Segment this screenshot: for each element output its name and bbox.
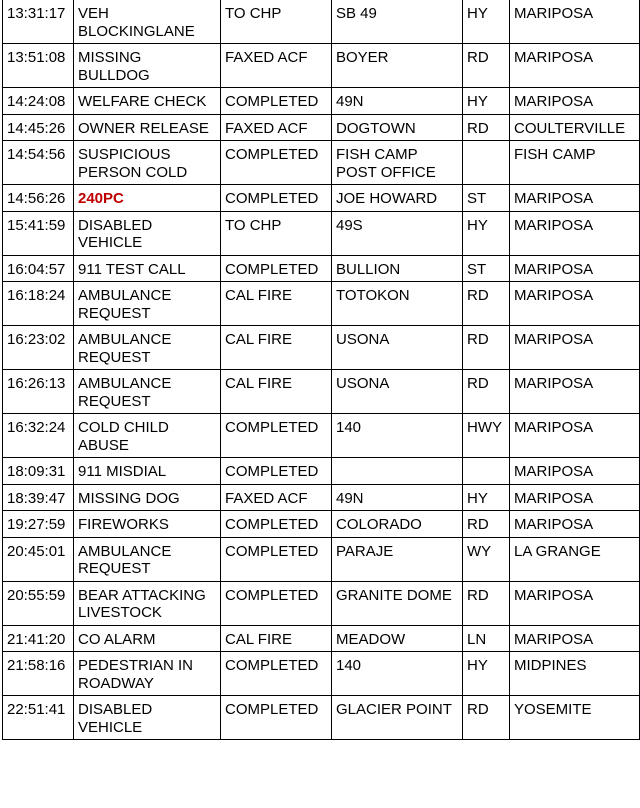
disposition-text: COMPLETED bbox=[225, 516, 319, 533]
call-type-cell bbox=[74, 255, 221, 282]
call-type-cell bbox=[74, 44, 221, 88]
time-cell bbox=[3, 282, 74, 326]
city-text: MARIPOSA bbox=[514, 216, 594, 234]
time-text: 15:41:59 bbox=[7, 216, 66, 234]
street-suffix-text: ST bbox=[467, 260, 487, 278]
disposition-text: COMPLETED bbox=[225, 463, 319, 480]
street-suffix-cell bbox=[463, 414, 510, 458]
street-suffix-cell bbox=[463, 625, 510, 652]
call-type-text: BEAR ATTACKING LIVESTOCK bbox=[78, 586, 206, 621]
city-cell bbox=[510, 185, 640, 212]
city-cell bbox=[510, 652, 640, 696]
table-row bbox=[3, 282, 640, 326]
street-text: BOYER bbox=[336, 49, 389, 66]
street-cell bbox=[332, 537, 463, 581]
street-cell bbox=[332, 185, 463, 212]
table-row bbox=[3, 88, 640, 115]
call-type-cell bbox=[74, 88, 221, 115]
table-row bbox=[3, 511, 640, 538]
city-text: MIDPINES bbox=[514, 657, 587, 674]
street-text: GLACIER POINT bbox=[336, 701, 452, 718]
time-text: 18:39:47 bbox=[7, 489, 66, 507]
street-cell bbox=[332, 370, 463, 414]
time-cell bbox=[3, 44, 74, 88]
street-cell bbox=[332, 141, 463, 185]
time-text: 16:04:57 bbox=[7, 260, 66, 278]
city-text: MARIPOSA bbox=[514, 516, 594, 533]
time-text: 16:23:02 bbox=[7, 331, 66, 348]
time-text: 21:58:16 bbox=[7, 657, 66, 674]
street-cell bbox=[332, 211, 463, 255]
city-text: YOSEMITE bbox=[514, 701, 592, 718]
city-text: MARIPOSA bbox=[514, 49, 594, 66]
time-cell bbox=[3, 0, 74, 44]
time-text: 21:41:20 bbox=[7, 630, 66, 648]
city-cell bbox=[510, 88, 640, 115]
city-text: MARIPOSA bbox=[514, 190, 594, 207]
street-suffix-text: HY bbox=[467, 5, 488, 22]
time-cell bbox=[3, 581, 74, 625]
call-type-text: FIREWORKS bbox=[78, 516, 169, 533]
street-text: GRANITE DOME bbox=[336, 586, 452, 604]
city-text: MARIPOSA bbox=[514, 419, 594, 436]
call-type-cell bbox=[74, 511, 221, 538]
street-text: 140 bbox=[336, 419, 362, 436]
time-text: 16:26:13 bbox=[7, 375, 66, 392]
street-suffix-text: RD bbox=[467, 119, 489, 137]
city-cell bbox=[510, 414, 640, 458]
city-text: MARIPOSA bbox=[514, 489, 594, 507]
city-cell bbox=[510, 141, 640, 185]
street-cell bbox=[332, 484, 463, 511]
table-row bbox=[3, 114, 640, 141]
call-type-text: AMBULANCE REQUEST bbox=[78, 287, 172, 322]
city-text: MARIPOSA bbox=[514, 630, 594, 648]
disposition-text: COMPLETED bbox=[225, 419, 319, 436]
time-cell bbox=[3, 414, 74, 458]
disposition-text: CAL FIRE bbox=[225, 630, 292, 648]
street-suffix-text: RD bbox=[467, 586, 489, 604]
disposition-cell bbox=[221, 0, 332, 44]
street-suffix-text: ST bbox=[467, 190, 487, 207]
street-suffix-cell bbox=[463, 282, 510, 326]
call-type-text: AMBULANCE REQUEST bbox=[78, 542, 172, 577]
time-cell bbox=[3, 370, 74, 414]
call-type-text: 911 MISDIAL bbox=[78, 463, 167, 480]
city-text: FISH CAMP bbox=[514, 146, 596, 163]
time-cell bbox=[3, 211, 74, 255]
time-cell bbox=[3, 652, 74, 696]
table-row bbox=[3, 370, 640, 414]
disposition-text: COMPLETED bbox=[225, 93, 319, 110]
time-cell bbox=[3, 88, 74, 115]
street-suffix-cell bbox=[463, 652, 510, 696]
disposition-cell bbox=[221, 211, 332, 255]
street-cell bbox=[332, 44, 463, 88]
table-row bbox=[3, 625, 640, 652]
call-type-text: COLD CHILD ABUSE bbox=[78, 419, 169, 454]
street-cell bbox=[332, 652, 463, 696]
street-suffix-cell bbox=[463, 44, 510, 88]
time-cell bbox=[3, 255, 74, 282]
street-suffix-text: RD bbox=[467, 49, 489, 66]
city-cell bbox=[510, 0, 640, 44]
time-text: 14:54:56 bbox=[7, 146, 66, 163]
street-cell bbox=[332, 326, 463, 370]
city-text: MARIPOSA bbox=[514, 93, 594, 110]
city-cell bbox=[510, 625, 640, 652]
street-suffix-text: HY bbox=[467, 93, 488, 110]
table-row bbox=[3, 458, 640, 485]
street-cell bbox=[332, 581, 463, 625]
disposition-cell bbox=[221, 326, 332, 370]
call-type-cell bbox=[74, 282, 221, 326]
call-type-cell bbox=[74, 141, 221, 185]
table-row bbox=[3, 185, 640, 212]
disposition-cell bbox=[221, 581, 332, 625]
disposition-cell bbox=[221, 484, 332, 511]
call-type-cell bbox=[74, 625, 221, 652]
table-row bbox=[3, 652, 640, 696]
disposition-cell bbox=[221, 141, 332, 185]
street-suffix-cell bbox=[463, 458, 510, 485]
disposition-cell bbox=[221, 88, 332, 115]
disposition-text: FAXED ACF bbox=[225, 49, 308, 66]
street-text: DOGTOWN bbox=[336, 119, 416, 137]
call-type-text: 240PC bbox=[78, 190, 124, 207]
time-cell bbox=[3, 114, 74, 141]
call-type-cell bbox=[74, 414, 221, 458]
street-suffix-text: RD bbox=[467, 375, 489, 392]
city-text: MARIPOSA bbox=[514, 331, 594, 348]
call-type-cell bbox=[74, 484, 221, 511]
street-text: 49N bbox=[336, 93, 364, 110]
street-text: 140 bbox=[336, 657, 362, 674]
disposition-text: CAL FIRE bbox=[225, 375, 292, 392]
time-text: 14:24:08 bbox=[7, 93, 66, 110]
city-cell bbox=[510, 511, 640, 538]
street-suffix-text: HWY bbox=[467, 419, 502, 436]
call-type-text: CO ALARM bbox=[78, 630, 156, 648]
street-text: SB 49 bbox=[336, 5, 377, 22]
street-suffix-text: RD bbox=[467, 287, 489, 304]
disposition-cell bbox=[221, 255, 332, 282]
disposition-cell bbox=[221, 537, 332, 581]
street-cell bbox=[332, 282, 463, 326]
street-cell bbox=[332, 511, 463, 538]
street-text: BULLION bbox=[336, 260, 401, 278]
time-cell bbox=[3, 484, 74, 511]
call-type-cell bbox=[74, 652, 221, 696]
table-row bbox=[3, 255, 640, 282]
call-type-cell bbox=[74, 458, 221, 485]
time-text: 20:45:01 bbox=[7, 542, 66, 560]
call-type-cell bbox=[74, 114, 221, 141]
city-cell bbox=[510, 484, 640, 511]
table-row bbox=[3, 0, 640, 44]
city-cell bbox=[510, 211, 640, 255]
call-type-text: AMBULANCE REQUEST bbox=[78, 375, 172, 410]
time-text: 16:18:24 bbox=[7, 287, 66, 304]
call-type-cell bbox=[74, 537, 221, 581]
table-row bbox=[3, 484, 640, 511]
city-text: MARIPOSA bbox=[514, 5, 594, 22]
city-cell bbox=[510, 326, 640, 370]
street-cell bbox=[332, 414, 463, 458]
call-type-text: PEDESTRIAN IN ROADWAY bbox=[78, 657, 194, 692]
street-suffix-text: RD bbox=[467, 516, 489, 533]
street-suffix-cell bbox=[463, 141, 510, 185]
call-log-body bbox=[3, 0, 640, 740]
table-row bbox=[3, 141, 640, 185]
disposition-text: COMPLETED bbox=[225, 701, 319, 718]
time-text: 13:31:17 bbox=[7, 5, 66, 22]
street-suffix-cell bbox=[463, 370, 510, 414]
street-suffix-text: RD bbox=[467, 331, 489, 348]
disposition-text: COMPLETED bbox=[225, 146, 319, 163]
table-row bbox=[3, 537, 640, 581]
call-type-cell bbox=[74, 370, 221, 414]
call-type-text: VEH BLOCKINGLANE bbox=[78, 5, 195, 40]
street-suffix-text: LN bbox=[467, 630, 487, 648]
city-text: MARIPOSA bbox=[514, 463, 594, 480]
street-suffix-cell bbox=[463, 511, 510, 538]
city-text: MARIPOSA bbox=[514, 260, 594, 278]
street-suffix-cell bbox=[463, 326, 510, 370]
street-suffix-cell bbox=[463, 0, 510, 44]
call-type-cell bbox=[74, 696, 221, 740]
disposition-text: COMPLETED bbox=[225, 586, 319, 604]
call-type-text: AMBULANCE REQUEST bbox=[78, 331, 172, 366]
time-text: 13:51:08 bbox=[7, 49, 66, 66]
disposition-text: COMPLETED bbox=[225, 542, 319, 560]
call-type-text: MISSING BULLDOG bbox=[78, 49, 150, 84]
time-cell bbox=[3, 511, 74, 538]
street-text: 49N bbox=[336, 489, 364, 507]
call-type-text: WELFARE CHECK bbox=[78, 93, 207, 110]
street-text: PARAJE bbox=[336, 542, 394, 560]
table-row bbox=[3, 696, 640, 740]
disposition-cell bbox=[221, 414, 332, 458]
call-type-text: DISABLED VEHICLE bbox=[78, 701, 153, 736]
table-row bbox=[3, 414, 640, 458]
disposition-cell bbox=[221, 44, 332, 88]
city-text: LA GRANGE bbox=[514, 542, 601, 560]
street-cell bbox=[332, 114, 463, 141]
street-cell bbox=[332, 458, 463, 485]
table-row bbox=[3, 326, 640, 370]
city-cell bbox=[510, 581, 640, 625]
call-type-text: SUSPICIOUS PERSON COLD bbox=[78, 146, 188, 181]
disposition-text: COMPLETED bbox=[225, 657, 319, 674]
disposition-text: CAL FIRE bbox=[225, 287, 292, 304]
disposition-cell bbox=[221, 282, 332, 326]
city-cell bbox=[510, 114, 640, 141]
table-row bbox=[3, 44, 640, 88]
disposition-text: TO CHP bbox=[225, 5, 282, 22]
call-type-text: DISABLED VEHICLE bbox=[78, 216, 153, 251]
city-cell bbox=[510, 44, 640, 88]
disposition-text: TO CHP bbox=[225, 216, 282, 234]
disposition-cell bbox=[221, 185, 332, 212]
street-cell bbox=[332, 0, 463, 44]
street-suffix-cell bbox=[463, 537, 510, 581]
time-cell bbox=[3, 537, 74, 581]
city-cell bbox=[510, 255, 640, 282]
disposition-text: COMPLETED bbox=[225, 260, 319, 278]
street-cell bbox=[332, 88, 463, 115]
call-type-text: MISSING DOG bbox=[78, 489, 180, 507]
street-suffix-cell bbox=[463, 114, 510, 141]
disposition-cell bbox=[221, 652, 332, 696]
disposition-text: COMPLETED bbox=[225, 190, 319, 207]
disposition-text: FAXED ACF bbox=[225, 489, 308, 507]
street-suffix-cell bbox=[463, 255, 510, 282]
street-text: USONA bbox=[336, 375, 390, 392]
time-cell bbox=[3, 696, 74, 740]
time-cell bbox=[3, 185, 74, 212]
call-type-cell bbox=[74, 211, 221, 255]
call-type-cell bbox=[74, 0, 221, 44]
street-text: 49S bbox=[336, 216, 363, 234]
time-text: 16:32:24 bbox=[7, 419, 66, 436]
time-cell bbox=[3, 326, 74, 370]
street-suffix-text: RD bbox=[467, 701, 489, 718]
street-suffix-text: HY bbox=[467, 489, 488, 507]
call-type-text: 911 TEST CALL bbox=[78, 260, 186, 278]
city-text: MARIPOSA bbox=[514, 375, 594, 392]
street-text: TOTOKON bbox=[336, 287, 410, 304]
street-text: USONA bbox=[336, 331, 390, 348]
street-text: COLORADO bbox=[336, 516, 422, 533]
city-text: MARIPOSA bbox=[514, 586, 594, 604]
street-suffix-cell bbox=[463, 185, 510, 212]
table-row bbox=[3, 211, 640, 255]
street-text: FISH CAMP POST OFFICE bbox=[336, 146, 436, 181]
table-row bbox=[3, 581, 640, 625]
disposition-cell bbox=[221, 625, 332, 652]
city-cell bbox=[510, 696, 640, 740]
disposition-cell bbox=[221, 458, 332, 485]
street-suffix-cell bbox=[463, 581, 510, 625]
city-cell bbox=[510, 458, 640, 485]
city-text: MARIPOSA bbox=[514, 287, 594, 304]
street-text: JOE HOWARD bbox=[336, 190, 438, 207]
disposition-text: CAL FIRE bbox=[225, 331, 292, 348]
street-suffix-cell bbox=[463, 484, 510, 511]
time-text: 18:09:31 bbox=[7, 463, 66, 480]
city-cell bbox=[510, 282, 640, 326]
city-cell bbox=[510, 370, 640, 414]
street-suffix-text: WY bbox=[467, 542, 492, 560]
street-cell bbox=[332, 255, 463, 282]
street-suffix-cell bbox=[463, 696, 510, 740]
time-cell bbox=[3, 625, 74, 652]
call-type-cell bbox=[74, 326, 221, 370]
city-cell bbox=[510, 537, 640, 581]
city-text: COULTERVILLE bbox=[514, 119, 626, 137]
street-suffix-cell bbox=[463, 211, 510, 255]
street-cell bbox=[332, 696, 463, 740]
time-text: 19:27:59 bbox=[7, 516, 66, 533]
street-suffix-text: HY bbox=[467, 216, 488, 234]
disposition-cell bbox=[221, 696, 332, 740]
time-text: 22:51:41 bbox=[7, 701, 66, 718]
disposition-text: FAXED ACF bbox=[225, 119, 308, 137]
call-log-table bbox=[2, 0, 640, 740]
time-text: 14:45:26 bbox=[7, 119, 66, 137]
street-suffix-cell bbox=[463, 88, 510, 115]
disposition-cell bbox=[221, 370, 332, 414]
call-type-text: OWNER RELEASE bbox=[78, 119, 209, 137]
call-type-cell bbox=[74, 185, 221, 212]
time-cell bbox=[3, 141, 74, 185]
time-text: 14:56:26 bbox=[7, 190, 66, 207]
disposition-cell bbox=[221, 511, 332, 538]
street-text: MEADOW bbox=[336, 630, 406, 648]
disposition-cell bbox=[221, 114, 332, 141]
street-suffix-text: HY bbox=[467, 657, 488, 674]
call-type-cell bbox=[74, 581, 221, 625]
time-cell bbox=[3, 458, 74, 485]
street-cell bbox=[332, 625, 463, 652]
time-text: 20:55:59 bbox=[7, 586, 66, 604]
